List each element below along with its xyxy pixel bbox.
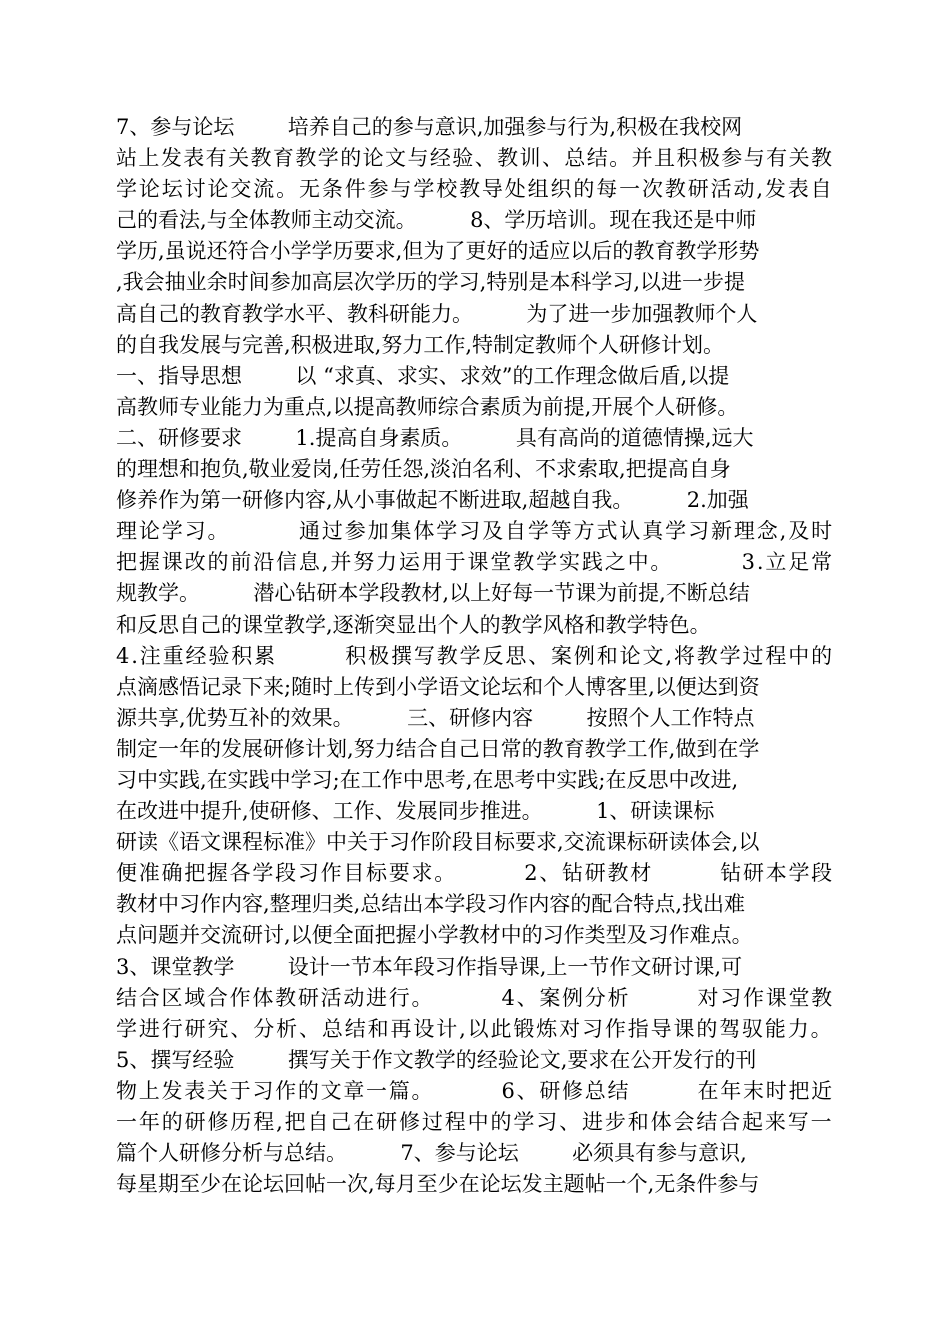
text-line: 站上发表有关教育教学的论文与经验、教训、总结。并且积极参与有关教 xyxy=(116,146,834,171)
text-line: 研读《语文课程标准》中关于习作阶段目标要求,交流课标研读体会,以 xyxy=(116,830,760,855)
body-text xyxy=(116,112,836,1200)
text-line: 3、课堂教学 设计一节本年段习作指导课,上一节作文研讨课,可 xyxy=(116,954,743,979)
text-line: 二、研修要求 1.提高自身素质。 具有高尚的道德情操,远大 xyxy=(116,425,754,450)
text-line: 的自我发展与完善,积极进取,努力工作,特制定教师个人研修计划。 xyxy=(116,332,725,357)
text-line: 在改进中提升,使研修、工作、发展同步推进。 1、研读课标 xyxy=(116,799,715,824)
text-line: 教材中习作内容,整理归类,总结出本学段习作内容的配合特点,找出难 xyxy=(116,892,746,917)
text-line: 一、指导思想 以 “求真、求实、求效”的工作理念做后盾,以提 xyxy=(116,363,730,388)
text-line: 和反思自己的课堂教学,逐渐突显出个人的教学风格和教学特色。 xyxy=(116,612,711,637)
text-line: 规教学。 潜心钻研本学段教材,以上好每一节课为前提,不断总结 xyxy=(116,581,750,606)
text-line: 学论坛讨论交流。无条件参与学校教导处组织的每一次教研活动,发表自 xyxy=(116,177,834,202)
text-line: 7、参与论坛 培养自己的参与意识,加强参与行为,积极在我校网 xyxy=(116,115,743,139)
text-line: 把握课改的前沿信息,并努力运用于课堂教学实践之中。 3.立足常 xyxy=(116,550,834,575)
text-line: 高教师专业能力为重点,以提高教师综合素质为前提,开展个人研修。 xyxy=(116,394,739,419)
text-line: 理论学习。 通过参加集体学习及自学等方式认真学习新理念,及时 xyxy=(116,519,834,544)
text-line: 制定一年的发展研修计划,努力结合自己日常的教育教学工作,做到在学 xyxy=(116,736,760,761)
text-line: 一年的研修历程,把自己在研修过程中的学习、进步和体会结合起来写一 xyxy=(116,1110,834,1134)
text-line: 每星期至少在论坛回帖一次,每月至少在论坛发主题帖一个,无条件参与 xyxy=(116,1172,760,1197)
text-line: 高自己的教育教学水平、教科研能力。 为了进一步加强教师个人 xyxy=(116,301,758,326)
text-line: 学历,虽说还符合小学学历要求,但为了更好的适应以后的教育教学形势 xyxy=(116,239,760,264)
text-line: 学进行研究、分析、总结和再设计,以此锻炼对习作指导课的驾驭能力。 xyxy=(116,1016,834,1041)
text-line: ,我会抽业余时间参加高层次学历的学习,特别是本科学习,以进一步提 xyxy=(116,270,746,295)
text-line: 点问题并交流研讨,以便全面把握小学教材中的习作类型及习作难点。 xyxy=(116,923,753,948)
text-line: 习中实践,在实践中学习;在工作中思考,在思考中实践;在反思中改进, xyxy=(116,767,739,792)
text-line: 便准确把握各学段习作目标要求。 2、钻研教材 钻研本学段 xyxy=(116,861,834,886)
text-line: 己的看法,与全体教师主动交流。 8、学历培训。现在我还是中师 xyxy=(116,208,757,233)
text-line: 源共享,优势互补的效果。 三、研修内容 按照个人工作特点 xyxy=(116,705,755,730)
text-line: 4.注重经验积累 积极撰写教学反思、案例和论文,将教学过程中的 xyxy=(116,643,834,668)
text-line: 修养作为第一研修内容,从小事做起不断进取,超越自我。 2.加强 xyxy=(116,488,749,513)
text-line: 结合区域合作体教研活动进行。 4、案例分析 对习作课堂教 xyxy=(116,985,834,1010)
text-line: 点滴感悟记录下来;随时上传到小学语文论坛和个人博客里,以便达到资 xyxy=(116,674,760,699)
text-line: 5、撰写经验 撰写关于作文教学的经验论文,要求在公开发行的刊 xyxy=(116,1047,757,1072)
text-line: 物上发表关于习作的文章一篇。 6、研修总结 在年末时把近 xyxy=(116,1078,834,1103)
text-line: 篇个人研修分析与总结。 7、参与论坛 必须具有参与意识, xyxy=(116,1141,747,1166)
text-line: 的理想和抱负,敬业爱岗,任劳任怨,淡泊名利、不求索取,把提高自身 xyxy=(116,457,731,482)
